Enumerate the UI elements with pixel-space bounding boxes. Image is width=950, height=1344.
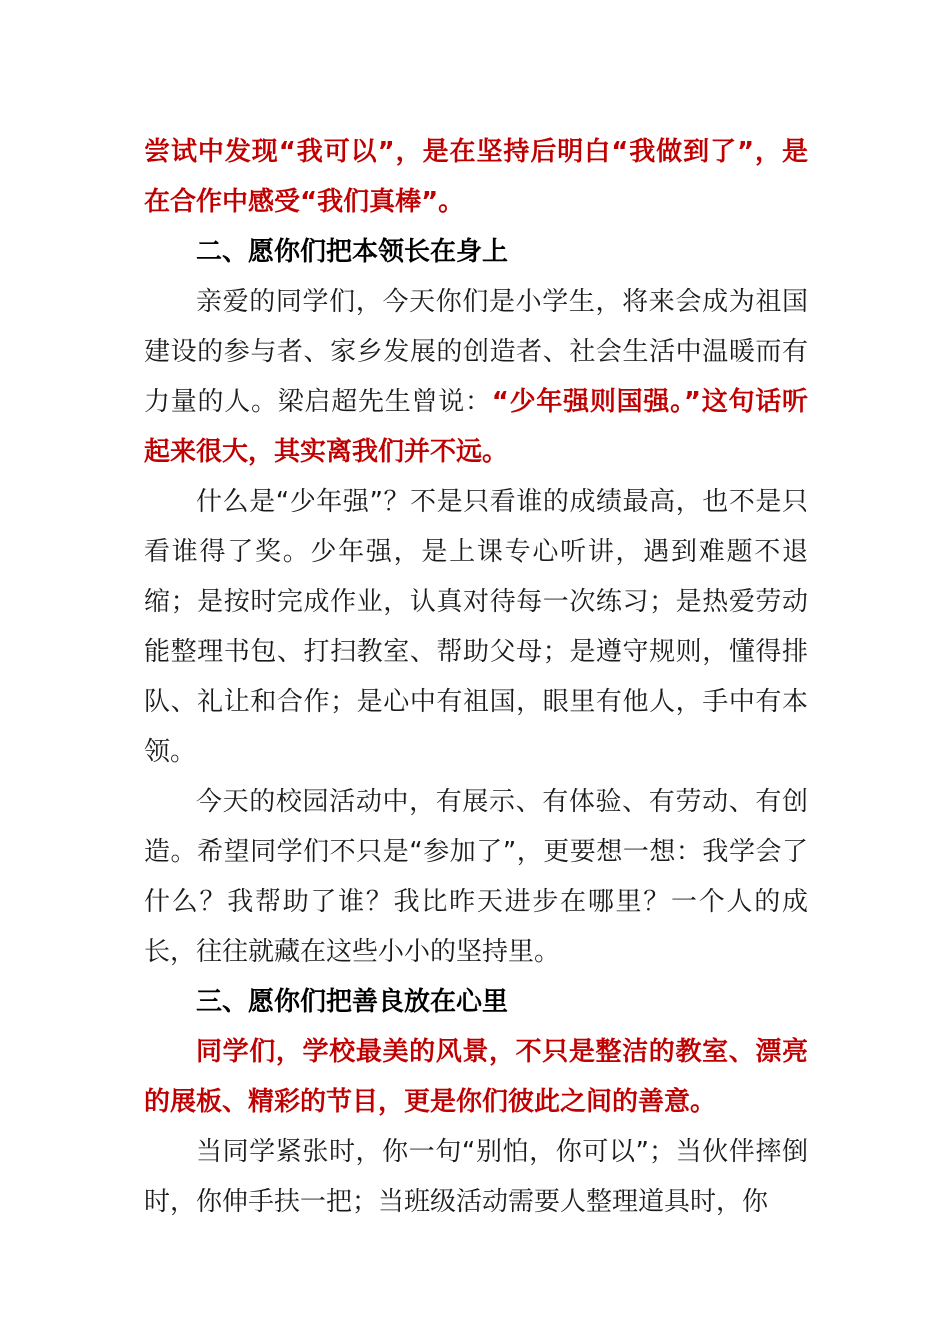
paragraph-kindness-red: 同学们，学校最美的风景，不只是整洁的教室、漂亮的展板、精彩的节目，更是你们彼此之间的善意。 xyxy=(144,1037,808,1117)
document-body xyxy=(144,127,808,1227)
paragraph-what-is-strong: 什么是“少年强”？不是只看谁的成绩最高，也不是只看谁得了奖。少年强，是上课专心听讲，遇到难题不退缩；是按时完成作业，认真对待每一次练习；是热爱劳动能整理书包、打扫教室、帮助父母；是遵守规则，懂得排队、礼让和合作；是心中有祖国，眼里有他人，手中有本领。 xyxy=(144,487,808,767)
section-heading-2: 二、愿你们把本领长在身上 xyxy=(196,237,509,267)
paragraph-campus-activity: 今天的校园活动中，有展示、有体验、有劳动、有创造。希望同学们不只是“参加了”，更要想一想：我学会了什么？我帮助了谁？我比昨天进步在哪里？一个人的成长，往往就藏在这些小小的坚持里。 xyxy=(144,787,808,967)
paragraph-classmates-quote: “少年强则国强。”这句话听起来很大，其实离我们并不远。 xyxy=(144,387,808,467)
section-heading-3: 三、愿你们把善良放在心里 xyxy=(196,987,509,1017)
paragraph-red-continuation: 尝试中发现“我可以”，是在坚持后明白“我做到了”，是在合作中感受“我们真棒”。 xyxy=(144,137,808,217)
paragraph-classmates xyxy=(144,277,808,477)
paragraph-kindness-examples: 当同学紧张时，你一句“别怕，你可以”；当伙伴摔倒时，你伸手扶一把；当班级活动需要人整理道具时，你 xyxy=(144,1137,808,1217)
paragraph-classmates-text: 亲爱的同学们，今天你们是小学生，将来会成为祖国建设的参与者、家乡发展的创造者、社会生活中温暖而有力量的人。梁启超先生曾说： xyxy=(144,287,808,417)
